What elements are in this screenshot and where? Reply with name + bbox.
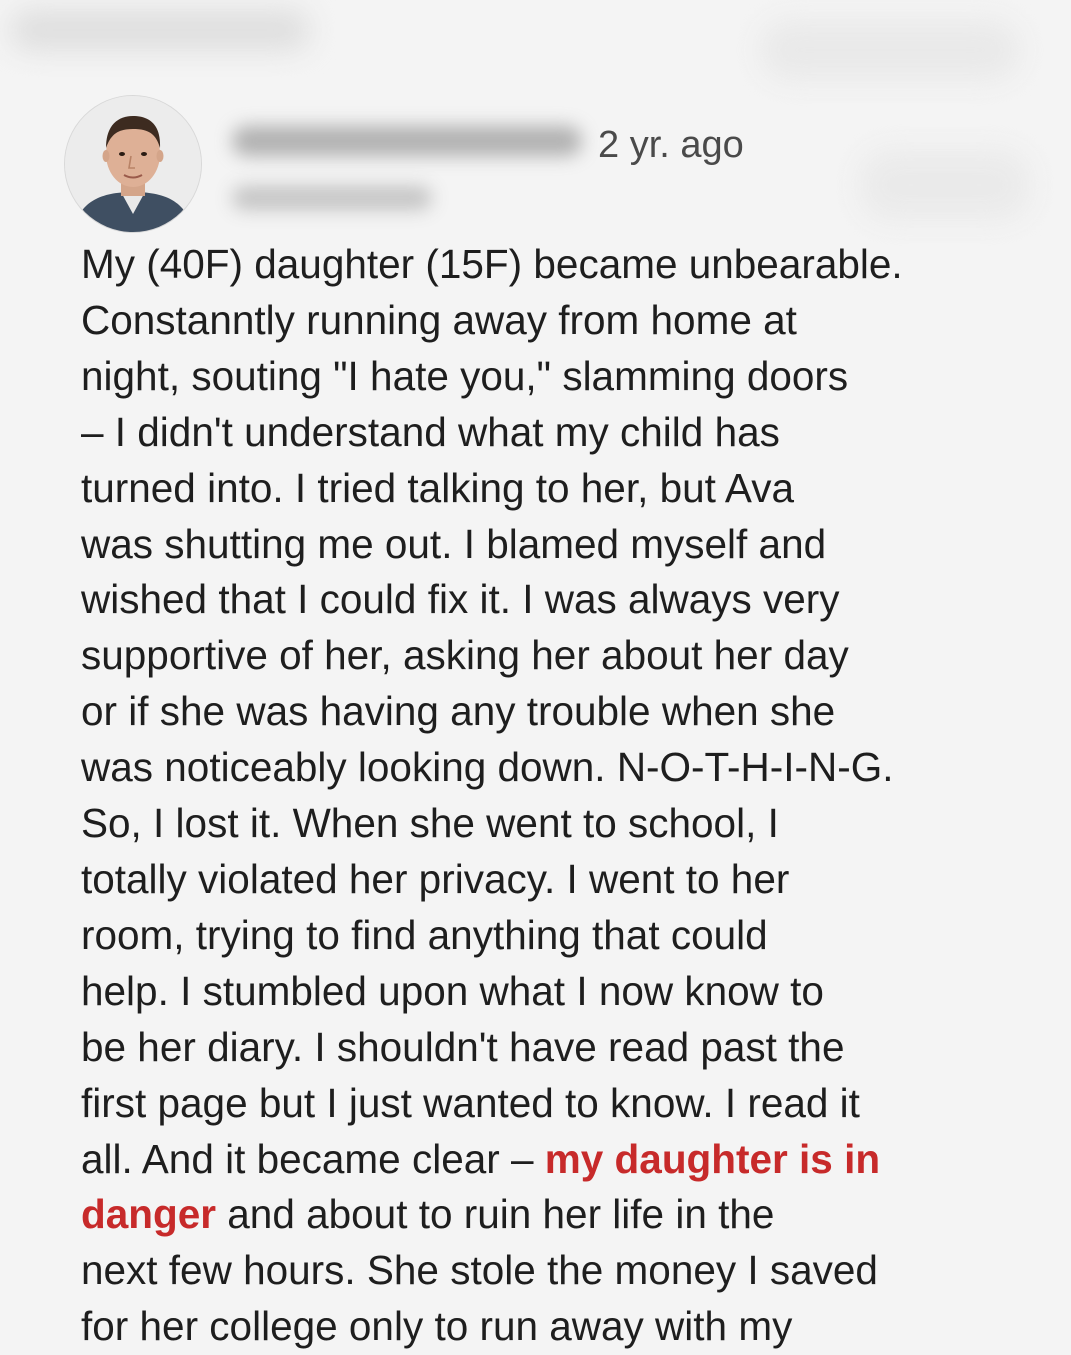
author-subline-redacted xyxy=(232,186,432,210)
comment-line: for her college only to run away with my xyxy=(81,1303,793,1350)
comment-line: – I didn't understand what my child has xyxy=(81,408,780,455)
comment-line: first page but I just wanted to know. I read it xyxy=(81,1079,860,1126)
comment-body xyxy=(81,237,1041,1355)
comment-line: room, trying to find anything that could xyxy=(81,911,768,958)
comment-line: or if she was having any trouble when she xyxy=(81,688,836,735)
comment-line: be her diary. I shouldn't have read past the xyxy=(81,1023,845,1070)
comment-line: turned into. I tried talking to her, but Ava xyxy=(81,464,794,511)
comment-line: supportive of her, asking her about her day xyxy=(81,632,849,679)
comment-line: My (40F) daughter (15F) became unbearable. xyxy=(81,241,903,287)
comment-line: was noticeably looking down. N-O-T-H-I-N-G. xyxy=(81,744,894,791)
comment-line xyxy=(81,1132,1041,1188)
highlighted-text: danger xyxy=(81,1191,217,1238)
comment-line: help. I stumbled upon what I now know to xyxy=(81,967,824,1014)
comment-line: So, I lost it. When she went to school, I xyxy=(81,800,779,847)
avatar-photo-icon xyxy=(65,96,201,232)
highlighted-text: my daughter is in xyxy=(544,1135,881,1182)
comment-line: wished that I could fix it. I was always very xyxy=(81,576,840,623)
comment-line: was shutting me out. I blamed myself and xyxy=(81,520,827,567)
comment-text: all. And it became clear – xyxy=(81,1135,545,1182)
comment-line: night, souting "I hate you," slamming doors xyxy=(81,352,849,399)
comment-line: next few hours. She stole the money I saved xyxy=(81,1247,878,1294)
comment-line: totally violated her privacy. I went to her xyxy=(81,855,790,902)
username-redacted xyxy=(232,126,582,156)
comment-text: and about to ruin her life in the xyxy=(216,1191,775,1238)
post-timestamp: 2 yr. ago xyxy=(598,124,744,166)
avatar[interactable] xyxy=(65,96,201,232)
comment-line: Constanntly running away from home at xyxy=(81,296,797,343)
comment-line xyxy=(81,1187,1041,1243)
